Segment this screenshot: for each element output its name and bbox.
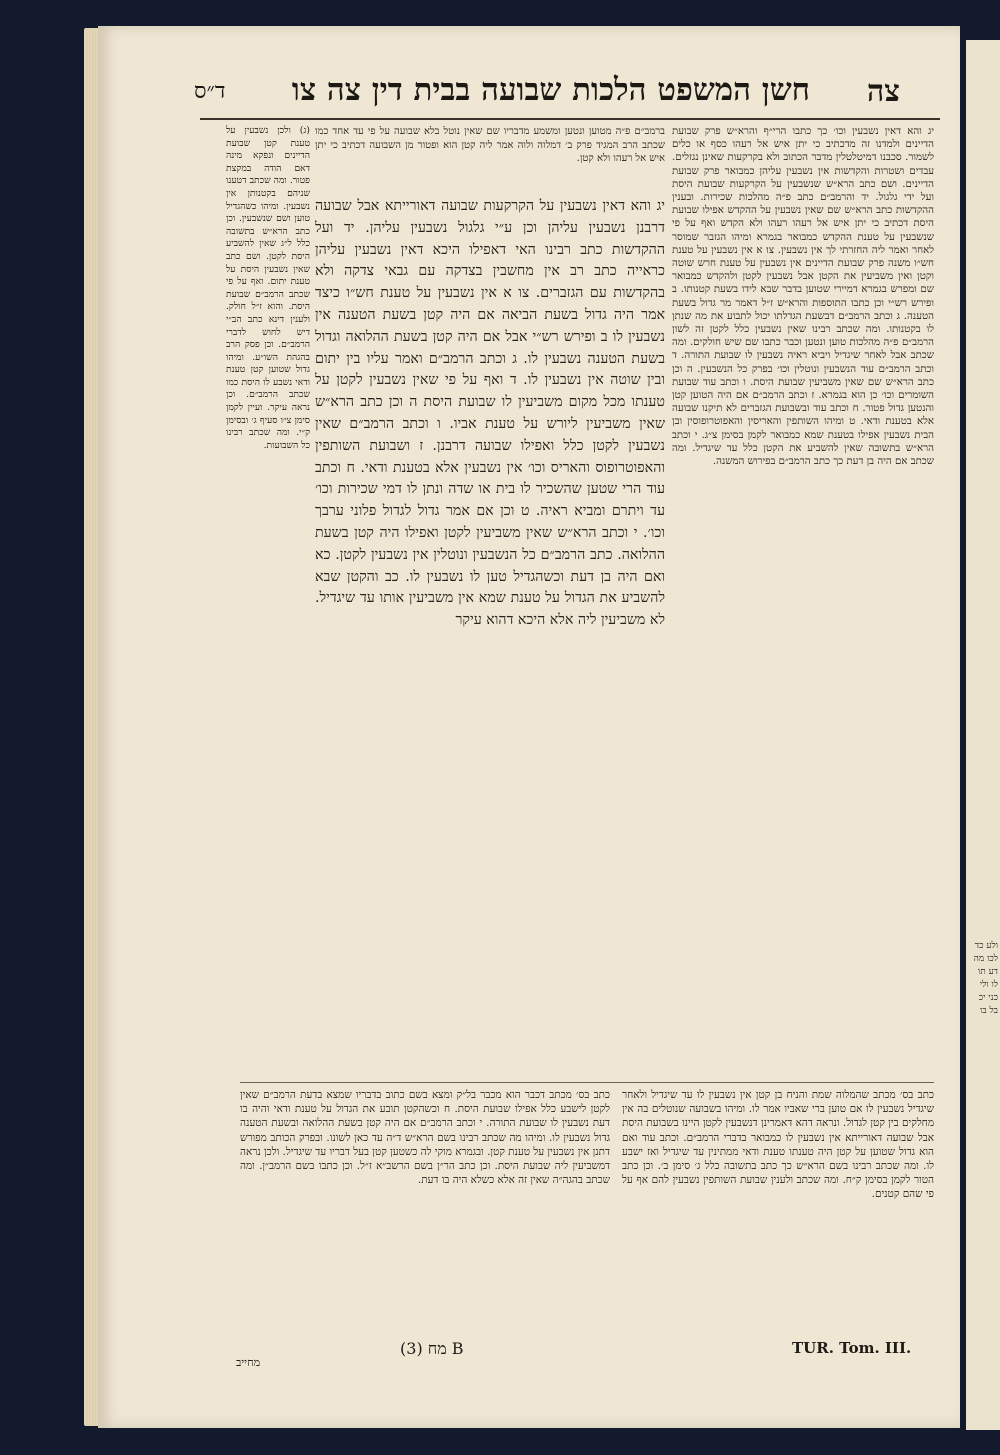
main-text: יג והא דאין נשבעין על הקרקעות שבועה דאורייתא אבל שבועה דרבנן נשבעין עליהן וכן ע״י גלגול נשבעין עליהן. יד ועל ההקדשות כתב רבינו האי דאפילו היכא דאין נשבעין עליהן כראייה כתב רב אין מחשבין בצדקה עם גבאי צדקה ולא בהקדשות עם הגזברים. צו א אין נשבעין על טענת חש״ו כיצד אמר היה גדול בשעת הביאה אם היה קטן בשעת הטענה אין נשבעין לו ב ופירש רש״י אבל אם היה קטן בשעת ההלואה וגדול בשעת הטענה נשבעין לו. ג וכתב הרמב״ם ואמר עליו בין יתום ובין שוטה אין נשבעין לו. ד ואף על פי שאין נשבעין לקטן על טענתו מכל מקום משביעין לו שבועת היסת ה וכן כתב הרא״ש שאין משביעין ליורש על טענת אביו. ו וכתב הרמב״ם שאין נשבעין לקטן כלל ואפילו שבועה דרבנן. ז ושבועת השותפין והאפוטרופוס והאריס וכו׳ אין נשבעין אלא בטענת ודאי. ח וכתב עוד הרי שטען שהשכיר לו בית או שדה ונתן לו דמי שכירות וכו׳ עד ויתרם ומביא ראיה. ט וכן אם אמר גדול לגדול פלוני ערבך וכו׳. י וכתב הרא״ש שאין משביעין לקטן ואפילו היה קטן בשעת ההלואה. כתב הרמב״ם כל הנשבעין ונוטלין אין נשבעין לקטן. כא ואם היה בן דעת וכשהגדיל טען לו נשבעין לו. כב והקטן שבא להשביע את הגדול על טענת שמא אין משביעין אותו עד שיגדיל. לא משביעין ליה אלא היכא דהוא עיקר bbox=[315, 198, 665, 629]
signature-mark: מח (3) B bbox=[400, 1339, 464, 1358]
running-title: חשן המשפט הלכות שבועה בבית דין צה צו bbox=[291, 72, 810, 108]
left-gloss-text: (ג) ולכן נשבעין על טענת קטן שבועת הדיינים ונפקא מינה דאם הודה במקצת פטור. ומה שכתב דטענו שניהם בקטנותן אין נשבעין. ומיהו כשהגדיל טוען ושם שנשבעין. וכן כתב הרא״ש בתשובה כלל ל״ג שאין להשביע היסת לקטן. ושם כתב שאין נשבעין היסת על טענת יתום. ואף על פי שכתב הרמב״ם שבועת היסת. והוא ז״ל חולק. ולענין דינא כתב הב״י דיש לחוש לדברי הרמב״ם. וכן פסק הרב בהגהת השו״ע. ומיהו גדול שטוען קטן טענת ודאי נשבע לו היסת כמו שכתב הרמב״ם. וכן נראה עיקר. ועיין לקמן סימן צ״ו סעיף ג׳ ובסימן ק״י. ומה שכתב רבינו כל השבועות. bbox=[226, 125, 310, 451]
right-commentary-column bbox=[672, 125, 934, 1080]
bottom-left-text: כתב בס׳ מכתב דכבר הוא מכבר בל״ק ומצא בשם כתוב בדבריו שמצא בדעת הרמב״ם שאין לקטן לישבע כלל אפילו שבועת היסת. ח וכשהקטן תובע את הגדול על טענת ודאי והיה בו דעת נשבעין לו שבועת התורה. י וכתב הרמב״ם אם היה קטן בשעת ההלואה ובשעת הטענה גדול נשבעין לו. ומיהו מה שכתב רבינו בשם הרא״ש ד״ה עד כאן לשונו. ובפרק הכותב מפורש דתנן אין נשבעין על טענת קטן. ובגמרא מוקי לה כשטען קטן בעל דבריו עד שיגדיל. ולכן נראה דמשביעין ליה שבועת היסת. וכן כתב הר״ן בשם הרשב״א ז״ל. וכן כתבו בשם הרמב״ן. ומה שכתב בהגה״ה שאין זה אלא כשלא היה בו דעת. bbox=[240, 1089, 610, 1187]
top-gloss bbox=[315, 125, 665, 193]
folio-number: צה bbox=[867, 74, 900, 109]
facing-page-text: ולע כד לכו מה דע תו לו ולי כני יכ בל בו bbox=[973, 941, 998, 1016]
bottom-divider bbox=[240, 1082, 934, 1083]
catchword: TUR. Tom. III. bbox=[792, 1339, 912, 1357]
right-commentary-text: יג והא דאין נשבעין וכו׳ כך כתבו הרי״ף והרא״ש פרק שבועת הדיינים ולמדנו זה מדכתיב כי יתן איש אל רעהו כסף או כלים לשמור. סכבנו דמיטלטלין מדבר הכתוב ולא בקרקעות שאינן נגזלים. עבדים ושטרות והקדשות אין נשבעין עליהן כמבואר פרק שבועת הדיינים. ושם כתב הרא״ש שנשבעין על הקרקעות שבועת היסת ועל ידי גלגול. יד והרמב״ם כתב פ״ה מהלכות שכירות. ובענין ההקדשות כתב הרא״ש שם שאין נשבעין על ההקדש אפילו שבועת היסת דכתיב כי יתן איש אל רעהו רעהו ולא הקדש ואף על פי שנשבעין על טענת ההקדש כמבואר בגמרא ומיהו הגזבר שמוסר לאחר ואמר ליה החזרתי לך אין נשבעין. צו א אין נשבעין על טענת חש״ו משנה פרק שבועת הדיינים אין נשבעין על טענת חרש שוטה וקטן ואין משביעין את הקטן אבל נשבעין לקטן ולהקדש כמבואר שם ומפרש בגמרא דמיירי שטוען בדבר שבא לידו בשעת קטנותו. ב ופירש רש״י וכן כתבו התוספות והרא״ש ז״ל דאמר מר גדול בשעת הטענה. ג וכתב הרמב״ם דבשעת הגדלתו יכול לתבוע את מה שנתן לו בקטנותו. ומה שכתב רבינו שאין נשבעין כלל לקטן זה לשון הרמב״ם פ״ה מהלכות טוען ונטען וכבר כתבו שם שיש חולקים. ומה שכתב אבל לאחר שיגדיל ויביא ראיה נשבעין לו שבועת התורה. ד וכתב הרמב״ם עוד הנשבעין ונוטלין וכו׳ בפרק כל הנשבעין. ה וכן כתב הרא״ש שם שאין משביעין שבועת היסת. ו וכתב עוד שבועת השומרים וכו׳ כן הוא בגמרא. ז וכתב הרמב״ם אם היה הטוען קטן והנטען גדול פטור. ח וכתב עוד ובשבועת הגזברים לא תיקנו שבועה אלא בטענת ודאי. ט ומיהו השותפין והאריסין והאפוטרופוסין ובן הבית נשבעין אפילו בטענת שמא כמבואר לקמן בסימן צ״ג. י וכתב הרא״ש בתשובה שאין להשביע את הקטן כלל עד שיגדיל. ומה שכתב אם היה בן דעת כך כתב הרמב״ם בפירוש המשנה. bbox=[672, 126, 934, 468]
header-rule bbox=[200, 118, 940, 120]
left-marginal-gloss bbox=[226, 125, 310, 995]
page-header bbox=[170, 60, 940, 120]
bottom-left-commentary bbox=[240, 1088, 610, 1328]
lower-catch-word: מחייב bbox=[236, 1356, 261, 1369]
main-text-column bbox=[315, 196, 665, 1076]
top-gloss-text: ברמב״ם פ״ה מטוען ונטען ומשמע מדבריו שם שאין נוטל בלא שבועה על פי עד אחד כמו שכתב הרב המגיד פרק ב׳ דמלוה ולוה אמר ליה קטן הוא ופטור מן השבועה דכתיב כי יתן איש אל רעהו ולא קטן. bbox=[315, 126, 665, 164]
facing-page-sliver bbox=[966, 40, 1000, 1430]
bottom-right-commentary bbox=[622, 1088, 934, 1328]
corner-mark: ד״ס bbox=[194, 79, 226, 104]
bottom-right-text: כתב בס׳ מכתב שהמלוה שמת והניח בן קטן אין נשבעין לו עד שיגדיל ולאחר שיגדיל נשבעין לו אם טוען ברי שאביו אמר לו. ומיהו בשבועה שנוטלים בה אין מחלקים בין קטן לגדול. ונראה דהא דאמרינן דנשבעין לקטן היינו בשבועת היסת אבל שבועה דאורייתא אין נשבעין לו כמבואר בדברי הרמב״ם. וכתב עוד ואם הוא גדול שטוען על קטן היה טענתו טענת ודאי ממתינין עד שיגדיל ואז ישבע לו. ומה שכתב רבינו בשם הרא״ש כך כתב בתשובה כלל ג׳ סימן ב׳. וכן כתב הטור לקמן בסימן ק״ח. ומה שכתב ולענין שבועת השותפין נשבעין להם אף על פי שהם קטנים. bbox=[622, 1089, 934, 1201]
